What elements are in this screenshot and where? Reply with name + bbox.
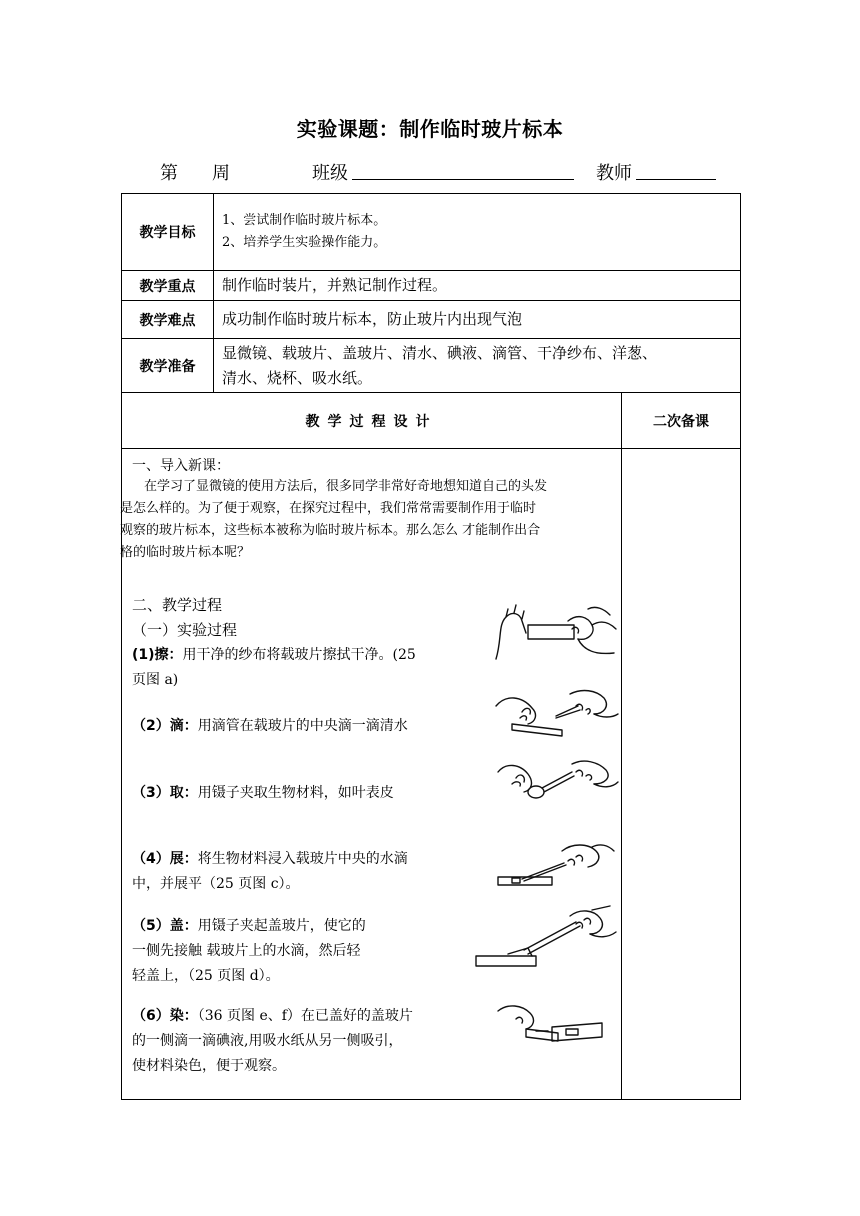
key-label: 教学重点 <box>122 271 214 301</box>
intro-line: 格的临时玻片标本呢？ <box>120 545 251 560</box>
take-material-figure <box>492 754 620 814</box>
step-text: （36 页图 e、f）在已盖好的盖玻片 <box>197 1008 413 1024</box>
step-drop <box>132 714 408 739</box>
intro-heading: 一、导入新课： <box>132 458 230 474</box>
step-key: （2）滴： <box>132 718 198 734</box>
step-cover <box>132 914 366 989</box>
prep-value <box>214 339 741 393</box>
intro-line: 是怎么样的。为了便于观察，在探究过程中，我们常常需要制作用于临时 <box>120 501 537 516</box>
prep-line: 清水、烧杯、吸水纸。 <box>222 368 373 387</box>
step-text: 使材料染色，便于观察。 <box>132 1058 286 1074</box>
step-key: (1)擦： <box>132 647 183 663</box>
lesson-plan-table <box>121 193 741 1100</box>
hand-wipe-figure <box>492 599 620 671</box>
subheading-row <box>0 159 860 185</box>
teacher-label: 教师 <box>596 163 632 184</box>
second-prep-cell <box>622 449 741 1100</box>
week-prefix: 第 <box>160 163 178 184</box>
sub-heading: （一）实验过程 <box>132 621 238 639</box>
intro-line: 观察的玻片标本，这些标本被称为临时玻片标本。那么怎么 才能制作出合 <box>120 523 541 538</box>
second-prep-header: 二次备课 <box>622 393 741 449</box>
step-key: （3）取： <box>132 785 198 801</box>
prep-line: 显微镜、载玻片、盖玻片、清水、碘液、滴管、干净纱布、洋葱、 <box>222 343 658 362</box>
step-text: 的一侧滴一滴碘液,用吸水纸从另一侧吸引， <box>132 1033 403 1049</box>
intro-paragraph <box>120 476 618 564</box>
difficulty-label: 教学难点 <box>122 301 214 339</box>
class-label: 班级 <box>312 163 348 184</box>
step-key: （5）盖： <box>132 918 198 934</box>
drop-water-figure <box>492 684 620 744</box>
section2-heading: 二、教学过程 <box>132 596 223 614</box>
step-text: 用镊子夹起盖玻片，使它的 <box>197 918 366 934</box>
step-text: 用镊子夹取生物材料，如叶表皮 <box>197 785 394 801</box>
spread-material-figure <box>492 837 620 901</box>
key-value: 制作临时装片，并熟记制作过程。 <box>214 271 741 301</box>
goal-item: 2、培养学生实验操作能力。 <box>222 235 387 250</box>
step-key: （6）染： <box>132 1008 198 1024</box>
step-spread <box>132 847 408 897</box>
stain-figure <box>492 997 620 1061</box>
step-text: 将生物材料浸入载玻片中央的水滴 <box>197 851 408 867</box>
step-wipe <box>132 643 492 693</box>
teacher-blank <box>636 159 716 180</box>
difficulty-value: 成功制作临时玻片标本，防止玻片内出现气泡 <box>214 301 741 339</box>
page-title: 实验课题：制作临时玻片标本 <box>296 117 564 141</box>
step-stain <box>132 1004 413 1079</box>
step-text: 用干净的纱布将载玻片擦拭干净。(25 <box>182 647 416 663</box>
cover-slip-figure <box>472 904 620 979</box>
step-take <box>132 781 394 806</box>
goal-value <box>214 194 741 271</box>
process-content <box>122 449 622 1100</box>
step-text: 中，并展平（25 页图 c）。 <box>132 876 300 892</box>
class-blank <box>352 159 574 180</box>
step-key: （4）展： <box>132 851 198 867</box>
step-text: 页图 a) <box>132 672 179 688</box>
intro-line: 在学习了显微镜的使用方法后，很多同学非常好奇地想知道自己的头发 <box>144 479 548 494</box>
week-suffix: 周 <box>212 163 230 184</box>
step-text: 一侧先接触 载玻片上的水滴，然后轻 <box>132 943 361 959</box>
step-text: 轻盖上，（25 页图 d）。 <box>132 968 280 984</box>
step-text: 用滴管在载玻片的中央滴一滴清水 <box>197 718 408 734</box>
process-header: 教学过程设计 <box>122 393 622 449</box>
prep-label: 教学准备 <box>122 339 214 393</box>
goal-item: 1、尝试制作临时玻片标本。 <box>222 213 387 228</box>
goal-label: 教学目标 <box>122 194 214 271</box>
